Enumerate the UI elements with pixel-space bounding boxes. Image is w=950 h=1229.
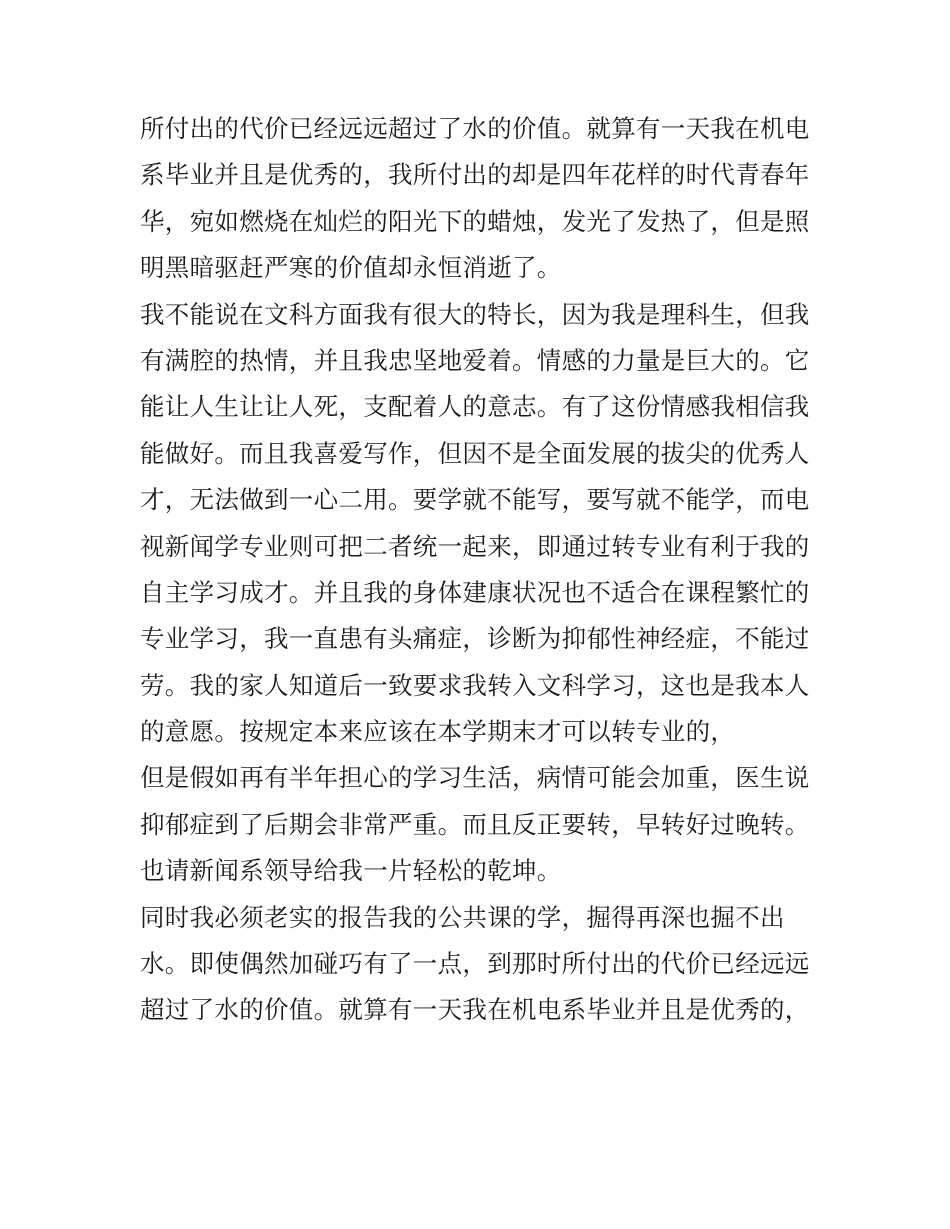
text-line: 明黑暗驱赶严寒的价值却永恒消逝了。 (140, 253, 562, 283)
text-line: 有满腔的热情，并且我忠坚地爱着。情感的力量是巨大的。它 (140, 345, 810, 375)
text-line: 能做好。而且我喜爱写作，但因不是全面发展的拔尖的优秀人 (140, 438, 810, 468)
text-line: 才，无法做到一心二用。要学就不能写，要写就不能学，而电 (140, 485, 810, 515)
text-line: 抑郁症到了后期会非常严重。而且反正要转，早转好过晚转。 (140, 809, 810, 839)
text-line: 专业学习，我一直患有头痛症，诊断为抑郁性神经症，不能过 (140, 624, 810, 654)
text-line: 我不能说在文科方面我有很大的特长，因为我是理科生，但我 (140, 299, 810, 329)
text-line: 自主学习成才。并且我的身体建康状况也不适合在课程繁忙的 (140, 577, 810, 607)
text-line: 同时我必须老实的报告我的公共课的学，掘得再深也掘不出 (140, 902, 785, 932)
text-line: 超过了水的价值。就算有一天我在机电系毕业并且是优秀的， (140, 995, 810, 1025)
text-line: 所付出的代价已经远远超过了水的价值。就算有一天我在机电 (140, 114, 810, 143)
text-line: 视新闻学专业则可把二者统一起来，即通过转专业有利于我的 (140, 531, 810, 561)
text-line: 能让人生让让人死，支配着人的意志。有了这份情感我相信我 (140, 392, 810, 422)
text-line: 但是假如再有半年担心的学习生活，病情可能会加重，医生说 (140, 763, 810, 793)
text-line: 系毕业并且是优秀的，我所付出的却是四年花样的时代青春年 (140, 160, 810, 190)
document-body (140, 106, 820, 1034)
text-line: 的意愿。按规定本来应该在本学期末才可以转专业的， (140, 717, 736, 747)
text-line: 劳。我的家人知道后一致要求我转入文科学习，这也是我本人 (140, 670, 810, 700)
text-line: 水。即使偶然加碰巧有了一点，到那时所付出的代价已经远远 (140, 949, 810, 979)
text-line: 也请新闻系领导给我一片轻松的乾坤。 (140, 856, 562, 886)
text-line: 华，宛如燃烧在灿烂的阳光下的蜡烛，发光了发热了，但是照 (140, 206, 810, 236)
